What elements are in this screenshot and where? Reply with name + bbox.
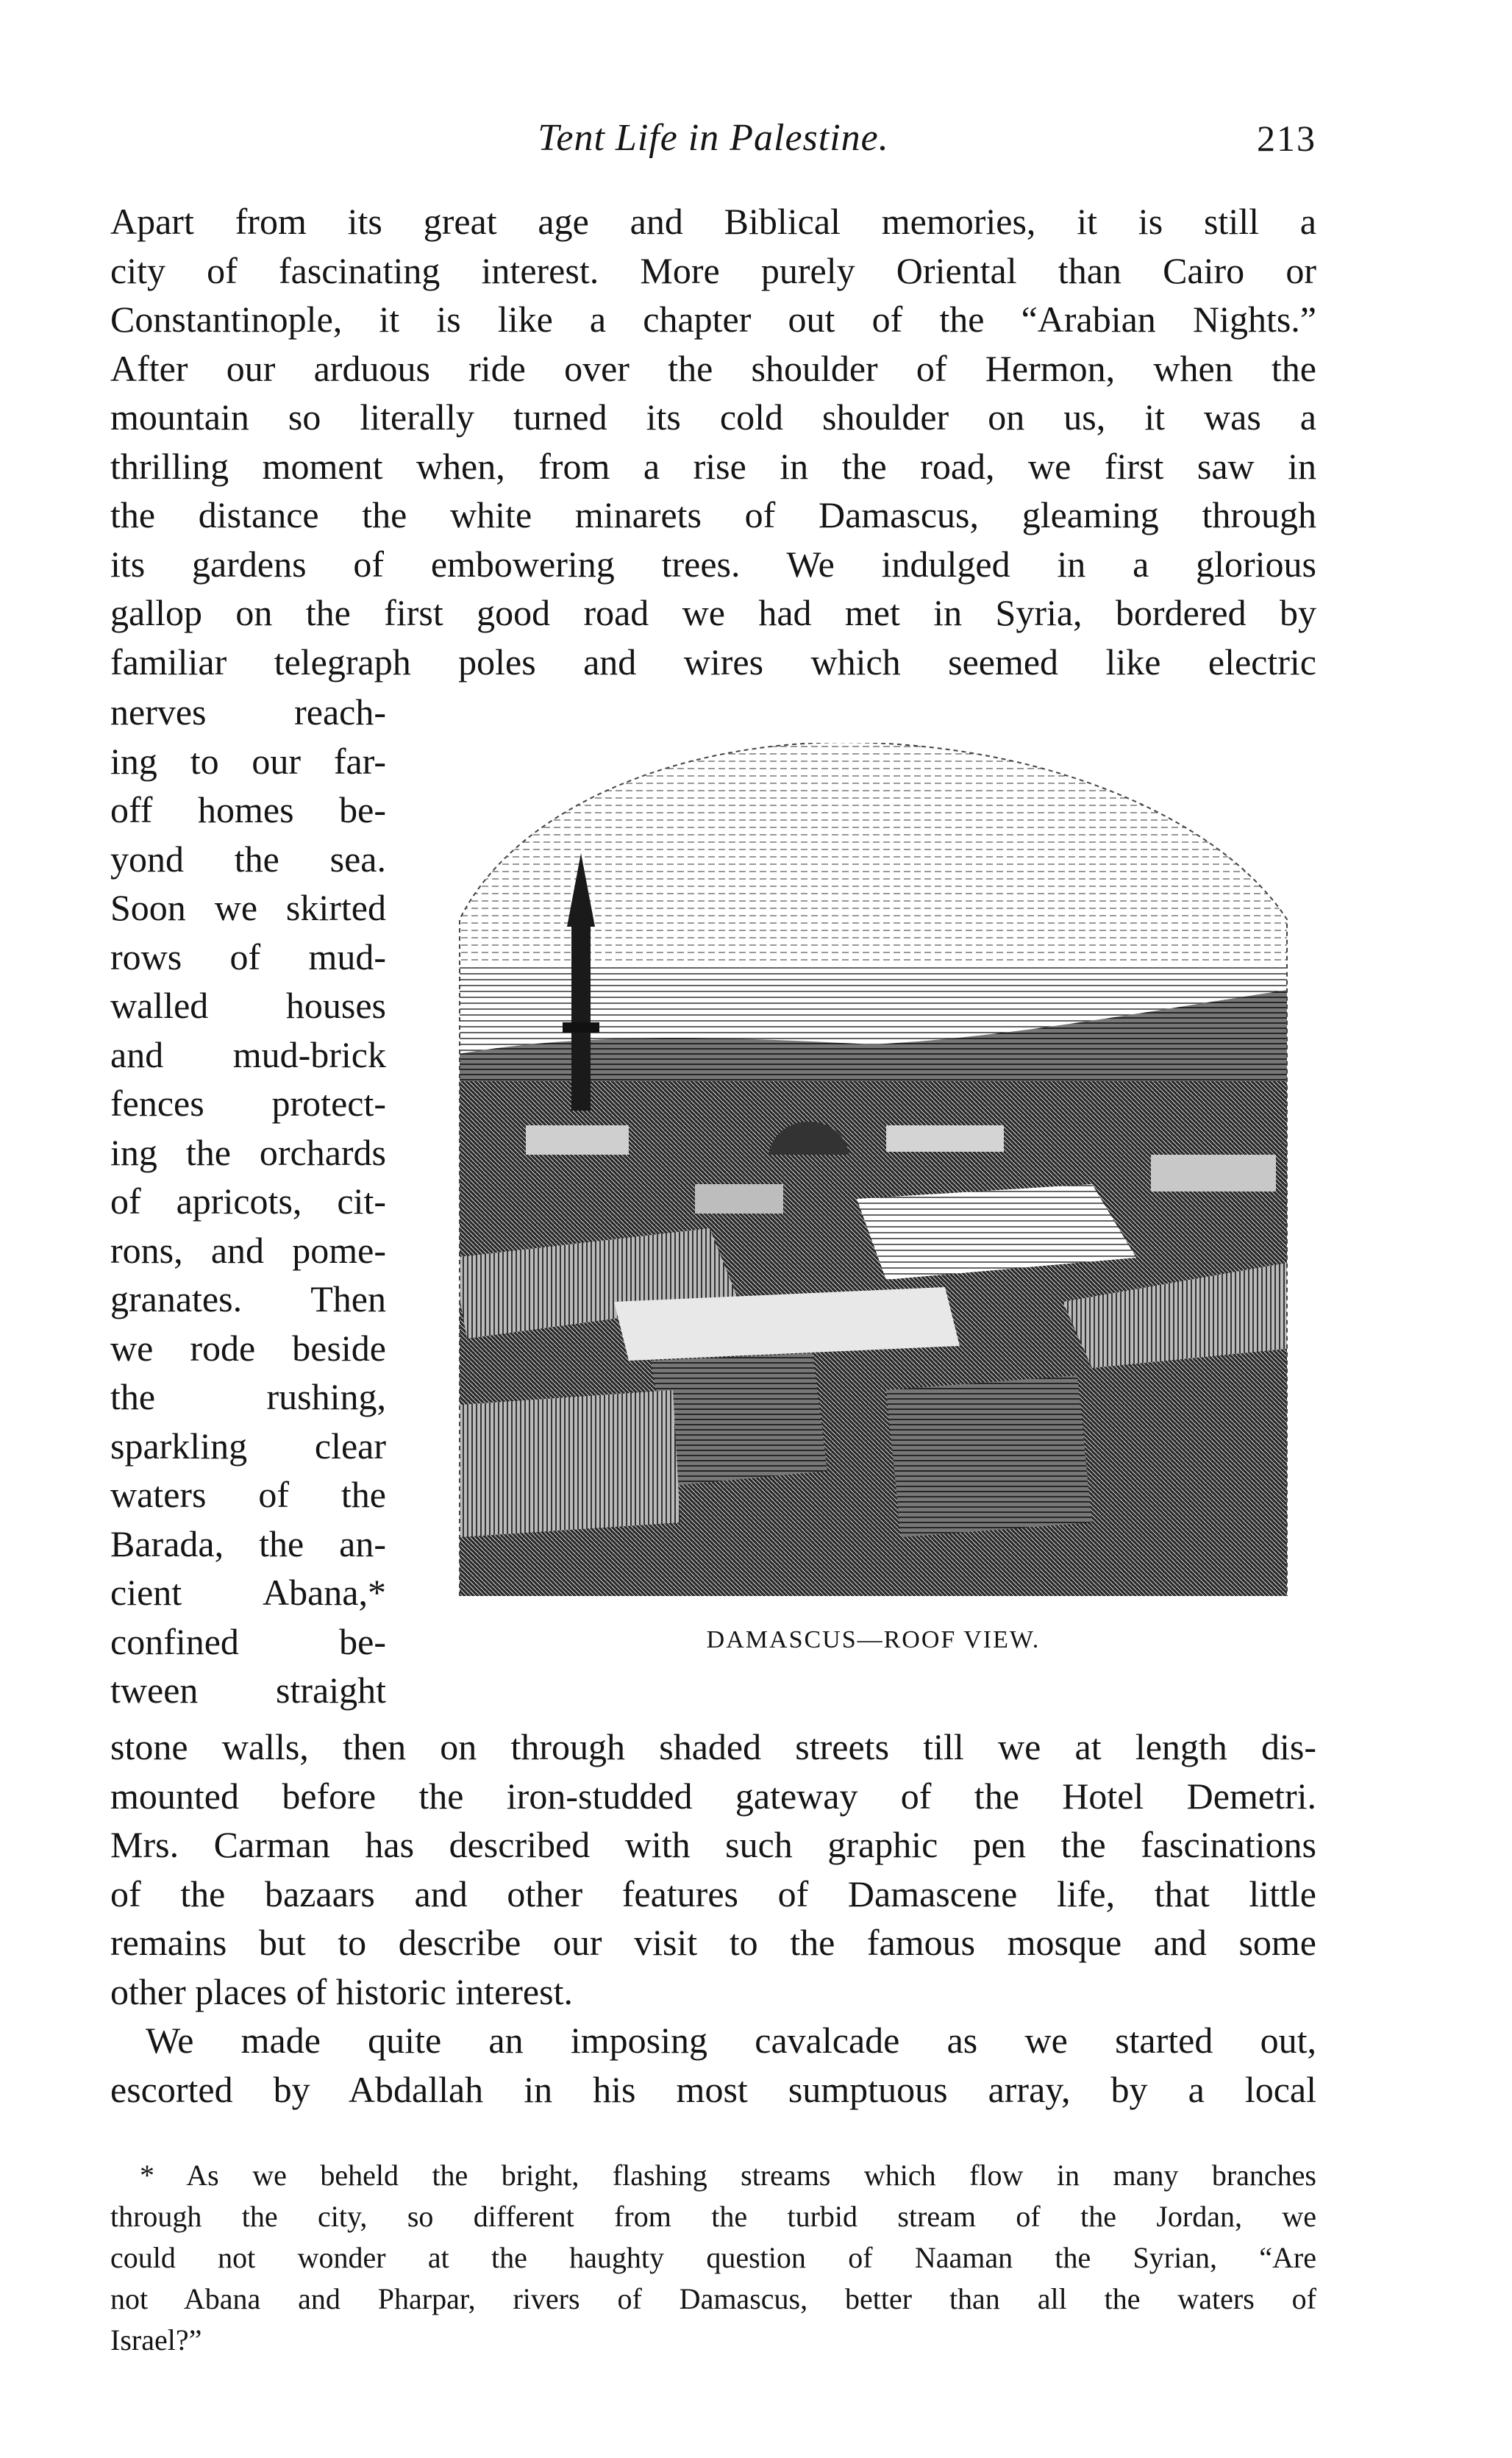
text-line: thrilling moment when, from a rise in the road, we first saw in xyxy=(110,445,1316,487)
footnote-line: could not wonder at the haughty question of Naaman the Syrian, “Are xyxy=(110,2241,1316,2274)
text-line: mountain so literally turned its cold shoulder on us, it was a xyxy=(110,396,1316,438)
text-line: confined be- xyxy=(110,1620,386,1662)
running-header xyxy=(110,109,1316,168)
text-line: walled houses xyxy=(110,985,386,1026)
text-line: off homes be- xyxy=(110,789,386,830)
text-line: fences protect- xyxy=(110,1083,386,1124)
text-line: its gardens of embowering trees. We indulged in a glorious xyxy=(110,543,1316,585)
text-line: sparkling clear xyxy=(110,1425,386,1467)
text-line: yond the sea. xyxy=(110,838,386,880)
footnote-line: * As we beheld the bright, flashing streams which flow in many branches xyxy=(140,2159,1316,2192)
text-line: granates. Then xyxy=(110,1278,386,1319)
text-line: Constantinople, it is like a chapter out of the “Arabian Nights.” xyxy=(110,299,1316,340)
engraving-damascus-roof-view xyxy=(430,743,1316,1596)
footnote-line: Israel?” xyxy=(110,2323,202,2357)
text-line: city of fascinating interest. More purely Oriental than Cairo or xyxy=(110,249,1316,291)
text-line: Mrs. Carman has described with such graphic pen the fascinations xyxy=(110,1824,1316,1865)
text-line: the distance the white minarets of Damascus, gleaming through xyxy=(110,494,1316,535)
text-line: ing to our far- xyxy=(110,740,386,782)
text-line: of the bazaars and other features of Damascene life, that little xyxy=(110,1873,1316,1914)
text-line: Barada, the an- xyxy=(110,1522,386,1564)
text-line: and mud-brick xyxy=(110,1033,386,1075)
text-line: rons, and pome- xyxy=(110,1229,386,1271)
text-line: other places of historic interest. xyxy=(110,1970,573,2012)
text-line: of apricots, cit- xyxy=(110,1180,386,1222)
running-title: Tent Life in Palestine. xyxy=(538,117,889,159)
figure-caption: DAMASCUS—ROOF VIEW. xyxy=(706,1626,1041,1653)
footnote-line: through the city, so different from the turbid stream of the Jordan, we xyxy=(110,2200,1316,2233)
footnote xyxy=(110,2155,1316,2361)
text-line: We made quite an imposing cavalcade as we started out, xyxy=(146,2020,1316,2061)
text-line: waters of the xyxy=(110,1474,386,1515)
text-line: gallop on the first good road we had met in Syria, bordered by xyxy=(110,592,1316,633)
footnote-line: not Abana and Pharpar, rivers of Damascus, better than all the waters of xyxy=(110,2282,1316,2315)
text-line: we rode beside xyxy=(110,1327,386,1369)
text-line: remains but to describe our visit to the famous mosque and some xyxy=(110,1922,1316,1963)
text-line: tween straight xyxy=(110,1670,386,1711)
text-line: Soon we skirted xyxy=(110,887,386,928)
text-line: rows of mud- xyxy=(110,936,386,977)
text-line: After our arduous ride over the shoulder of Hermon, when the xyxy=(110,347,1316,389)
text-line: stone walls, then on through shaded streets till we at length dis- xyxy=(110,1726,1316,1767)
page-number: 213 xyxy=(1257,118,1316,159)
body-text-top xyxy=(110,197,1316,686)
text-line: escorted by Abdallah in his most sumptuous array, by a local xyxy=(110,2068,1316,2110)
text-line: the rushing, xyxy=(110,1376,386,1417)
text-line: cient Abana,* xyxy=(110,1572,386,1613)
body-text-beside-figure xyxy=(110,688,386,1715)
text-line: familiar telegraph poles and wires which seemed like electric xyxy=(110,641,1316,683)
body-text-bottom xyxy=(110,1723,1316,2114)
text-line: Apart from its great age and Biblical memories, it is still a xyxy=(110,201,1316,242)
text-line: ing the orchards xyxy=(110,1131,386,1173)
text-line: nerves reach- xyxy=(110,691,386,733)
text-line: mounted before the iron-studded gateway of the Hotel Demetri. xyxy=(110,1775,1316,1817)
